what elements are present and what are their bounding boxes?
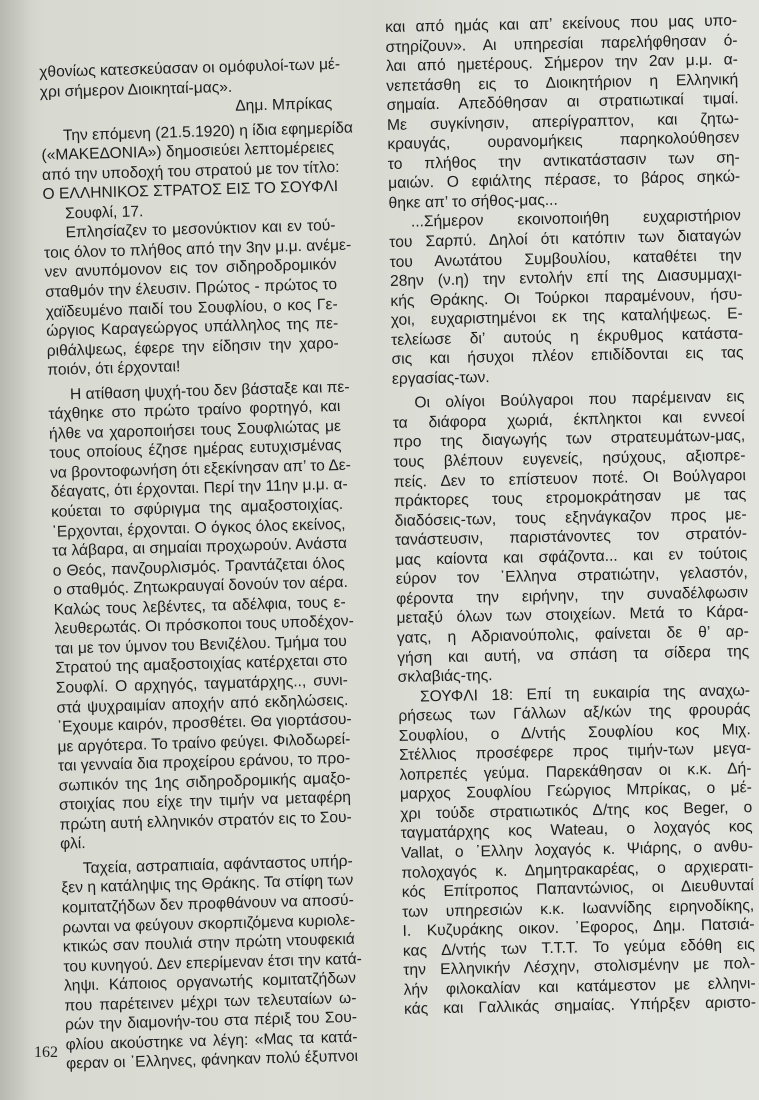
left-text-column [39, 55, 363, 1074]
text-line: μεταξύ όλων των στοιχείων. Μετά το Κάρα- [396, 603, 749, 628]
text-line: σωπικόν της 1ης σιδηροδρομικής αμαξο- [58, 769, 351, 795]
text-line: ΣΟΥΦΛΙ 18: Επί τη ευκαιρία της αναχω- [419, 681, 751, 706]
text-line: διαδόσεις-των, τους εξηνάγκαζον προς με- [394, 505, 747, 530]
text-line: ρήσεως των Γάλλων αξ/κών της φρουράς [398, 701, 751, 726]
text-line: προ της διαγωγής των στρατευμάτων-μας, [392, 427, 746, 452]
headline-line: Ο ΕΛΛΗΝΙΚΟΣ ΣΤΡΑΤΟΣ ΕΙΣ ΤΟ ΣΟΥΦΛΙ [42, 178, 339, 204]
text-line: Η ατίθαση ψυχή-του δεν βάσταξε και πε- [69, 378, 350, 404]
text-line: σταθμόν την έλευσιν. Πρώτος - πρώτος το [44, 276, 338, 301]
text-line: γατς, η Αδριανούπολις, φαίνεται δε θ’ αρ- [396, 623, 750, 647]
text-line: του Ανωτάτου Συμβουλίου, καταθέτει την [389, 246, 742, 271]
text-line: χρι σήμερον Διοικηταί-μας». [39, 78, 233, 101]
text-line: Σουφλί. Ο αρχηγός, ταγματάρχης.., συνι- [55, 671, 349, 697]
text-line: («ΜΑΚΕΔΟΝΙΑ») δημοσιεύει λεπτομέρειες [41, 139, 335, 165]
text-line: χαϊδευμένο παιδί του Σουφλίου, ο κος Γε- [45, 295, 338, 321]
text-line: ρωνται να φεύγουν σκορπιζόμενα κυριολε- [62, 911, 356, 937]
text-line: κούεται το σφύριγμα της αμαξοστοιχίας. [50, 495, 344, 521]
text-line: κομιτατζήδων δεν προφθάνουν να αποσύ- [61, 891, 354, 917]
text-line: θηκε απ’ το σήθος-μας... [388, 191, 558, 212]
text-line: Οι ολίγοι Βούλγαροι που παρέμειναν εις [414, 388, 745, 412]
right-text-column [385, 11, 756, 1019]
text-line: να βροντοφωνήση ότι εξεκίνησαν απ’ το Δε- [49, 456, 352, 482]
text-line: 28ην (ν.η) την εντολήν επί της Διασυμμαχι- [389, 266, 743, 291]
text-line: του Σαρπύ. Δηλοί ότι κατόπιν των διαταγών [389, 227, 742, 251]
text-line: κας Δ/ντής των Τ.Τ.Τ. Το γεύμα εδόθη εις [402, 935, 756, 960]
text-line: κάς και Γαλλικάς σημαίας. Υπήρξεν αριστο- [403, 994, 757, 1019]
page-gutter-shadow [0, 0, 30, 1100]
text-line: φλίου ακούστηκε να λέγη: «Μας τα κατά- [65, 1028, 358, 1054]
text-line: νεπετάσθη εις το Διοικητήριον η Ελληνική [386, 70, 739, 95]
text-line: ...Σήμερον εκοινοποιήθη ευχαριστήριον [410, 207, 742, 232]
text-line: φέροντα την ειρήνην, την συναδέλφωσιν [395, 583, 749, 608]
text-line: Στέλλιος προσέφερε προς τιμήν-των μεγα- [398, 740, 752, 765]
text-line: Καλώς τους λεβέντες, τα αδέλφια, τους ε- [53, 593, 346, 619]
text-line: ληψι. Κάποιος οργανωτής κομιτατζήδων [63, 969, 357, 995]
text-line: των υπηρεσιών κ.κ. Ιωαννίδης ειρηνοδίκης, [402, 896, 755, 921]
text-line: τελείωσε δι’ αυτούς η έκρυθμος κατάστα- [391, 324, 744, 349]
text-line: Σουφλίου, ο Δ/ντής Σουφλίου κος Μιχ. [398, 720, 751, 745]
text-line: τανάστευσιν, παριστάνοντες τον στρατόν- [394, 525, 748, 550]
text-line: στοιχίας που είχε την τιμήν να μεταφέρη [58, 789, 352, 814]
text-line: από την υποδοχή του στρατού με τον τίτλο: [41, 158, 340, 184]
text-line: στηρίζουν». Αι υπηρεσίαι παρελήφθησαν ό- [385, 31, 738, 56]
text-line: τοις όλον το πλήθος από την 3ην μ.μ. ανέμε- [43, 236, 352, 262]
text-line: πείς. Δεν το επίστευον ποτέ. Οι Βούλγαροι [393, 466, 747, 491]
text-line: ήλθε να χαροποιήσει τους Σουφλιώτας με [48, 417, 342, 443]
text-line: χοι, ευχαριστημένοι εκ της καταλήψεως. Ε- [390, 305, 743, 330]
text-line: στά ψυχραιμίαν αποχήν από εκδηλώσεις. [56, 691, 349, 717]
text-line: χρι τούδε στρατιωτικός Δ/της κος Beger, ο [400, 798, 753, 823]
text-line: εργασίας-των. [391, 368, 490, 388]
text-line: μαιών. Ο εφιάλτης πέρασε, το βάρος σηκώ- [388, 168, 741, 193]
text-line: πράκτορες τους ετρομοκράτησαν με τας [394, 486, 747, 511]
text-line: λοπρεπές γεύμα. Παρεκάθησαν οι κ.κ. Δή- [399, 759, 752, 784]
text-line: τα λάβαρα, αι σημαίαι προχωρούν. Ανάστα [51, 534, 348, 560]
text-line: κής Θράκης. Οι Τούρκοι παραμένουν, ήσυ- [390, 285, 743, 310]
text-line: ταγματάρχης κος Wateau, ο λοχαγός κος [400, 818, 753, 843]
text-line: ο σταθμός. Ζητωκραυγαί δονούν τον αέρα. [53, 574, 349, 600]
text-line: δέαγατς, ότι έρχονται. Περί την 11ην μ.μ. α- [50, 476, 348, 502]
text-line: χθονίως κατεσκεύασαν οι ομόφυλοί-των μέ- [39, 55, 341, 81]
text-line: λευθερωτάς. Οι πρόσκοποι τους υποδέχον- [54, 613, 355, 639]
text-line: νεν ανυπόμονον εις τον σιδηροδρομικόν [44, 256, 337, 282]
text-line: τάχθηκε στο πρώτο τραίνο φορτηγό, και [48, 398, 341, 424]
text-line: λήν φιλοκαλίαν και κατάμεστον με ελληνι- [403, 974, 756, 999]
text-line: σις και ήσυχοι πλέον επιδίδονται εις τας [391, 344, 744, 369]
text-line: με αργότερα. Το τραίνο φεύγει. Φιλοδωρεί- [57, 730, 351, 756]
text-line: κός Επίτροπος Παπαντώνιος, οι Διευθυνταί [401, 877, 754, 901]
text-line: φλί. [59, 835, 86, 854]
text-line: σκλαβιάς-της. [397, 667, 493, 686]
text-line: ξεν η κατάληψις της Θράκης. Τα στίφη των [61, 872, 354, 898]
text-line: Ι. Κυζυράκης οικον. ᾽Εφορος, Δημ. Πατσιά- [402, 916, 755, 940]
text-line: κτικώς σαν πουλιά στην πρώτη ντουφεκιά [62, 930, 356, 956]
text-line: σημαία. Απεδόθησαν αι στρατιωτικαί τιμαί. [386, 90, 739, 115]
text-line: ο Θεός, πανζουρλισμός. Τραντάζεται όλος [52, 554, 345, 580]
text-line: πολοχαγός κ. Δημητρακαρέας, ο αρχιερατι- [401, 857, 754, 882]
text-line: του κυνηγού. Δεν επερίμεναν έτσι την κατά- [63, 950, 363, 976]
text-line: Vallat, ο ᾽Ελλην λοχαγός κ. Ψιάρης, ο ανθυ- [400, 838, 754, 862]
text-line: ρών την διαμονήν-του στα πέριξ του Σου- [64, 1009, 358, 1034]
text-line: ᾽Εχουμε καιρόν, προσθέτει. Θα γιορτάσου- [56, 710, 352, 736]
text-line: φεραν οι ᾽Ελληνες, φάνηκαν πολύ έξυπνοι [65, 1048, 359, 1073]
text-line: Με συγκίνησιν, απερίγραπτον, και ζητω- [386, 109, 740, 134]
text-line: ώργιος Καραγεώργος υπάλληλος της πε- [46, 315, 339, 341]
text-line: Στρατού της αμαξοστοιχίας κατέρχεται στο [55, 652, 348, 678]
text-line: ται γενναία δια προχείρου εράνου, το προ- [57, 749, 351, 775]
text-line: το πλήθος την αντικατάστασιν των ση- [387, 149, 740, 173]
text-line: Ταχεία, αστραπιαία, αφάνταστος υπήρ- [82, 852, 353, 877]
text-line: τα διάφορα χωριά, έκπληκτοι και εννεοί [392, 408, 745, 432]
text-line: μαρχος Σουφλίου Γεώργιος Μπρίκας, ο μέ- [399, 779, 753, 804]
text-line: πρώτη αυτή ελληνικόν στρατόν εις το Σου- [59, 808, 352, 834]
text-line: τους βλέπουν ευγενείς, ησύχους, αξιοπρε- [393, 447, 746, 471]
text-line: Την επόμενη (21.5.1920) η ίδια εφημερίδα [62, 119, 354, 145]
text-line: κραυγάς, ουρανομήκεις παρηκολούθησεν [387, 129, 740, 154]
text-line: εύρον τον ᾽Ελληνα στρατιώτην, γελαστόν, [395, 564, 748, 589]
text-line: την Ελληνικήν Λέσχην, στολισμένην με πολ- [403, 955, 756, 980]
text-line: τους οποίους έζησε ημέρας ευτυχισμένας [49, 437, 342, 463]
text-line: μας καίοντα και σφάζοντα... και εν τούτοις [395, 544, 748, 569]
text-line: και από ημάς και απ’ εκείνους που μας υπο- [385, 12, 738, 36]
page-number: 162 [34, 1044, 58, 1061]
text-line: ποιόν, ότι έρχονται! [47, 358, 181, 380]
text-line: ριθάλψεως, έφερε την είδησιν την χαρο- [46, 334, 339, 360]
text-line: λαι από ημετέρους. Σήμερον την 2αν μ.μ. α- [385, 51, 739, 76]
signature-line: Δημ. Μπρίκας [235, 95, 333, 115]
text-line: ᾽Ερχονται, έρχονται. Ο όγκος όλος εκείνος, [51, 515, 346, 541]
text-line: Επλησίαζεν το μεσονύκτιον και εν τού- [65, 217, 336, 242]
text-line: ται με τον ύμνον του Βενιζέλου. Τμήμα του [54, 632, 347, 658]
text-line: γήση και αυτή, να σπάση τα σίδερα της [397, 642, 750, 667]
text-line: που παρέτεινεν μέχρι των τελευταίων ω- [64, 989, 357, 1015]
dateline: Σουφλί, 17. [64, 203, 144, 223]
